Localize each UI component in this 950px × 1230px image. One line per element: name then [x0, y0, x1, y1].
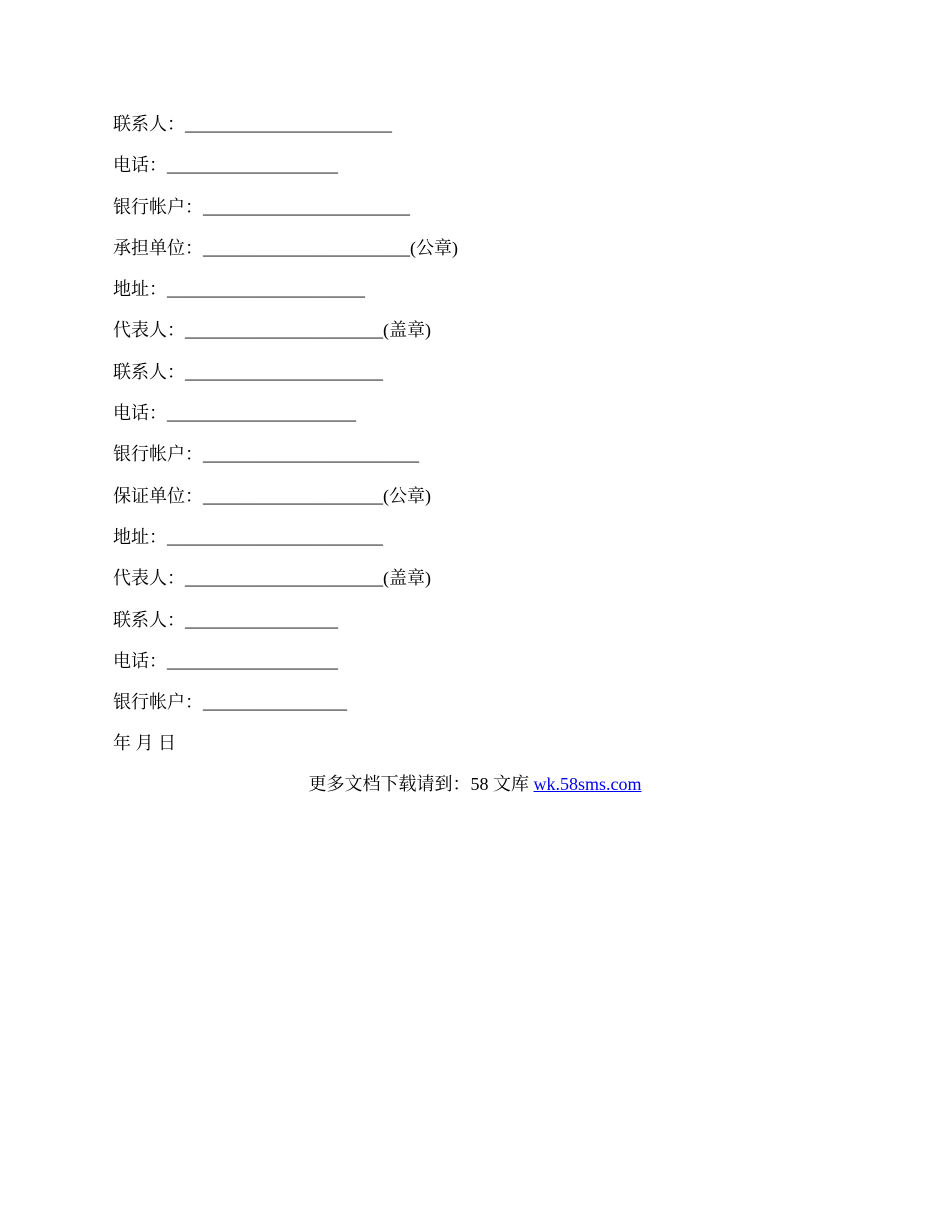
undertaking-unit-line: [113, 234, 833, 275]
line-label: 联系人：: [113, 114, 185, 134]
fill-in-blank: _______________________: [203, 237, 410, 258]
line-label: 银行帐户：: [113, 196, 203, 217]
representative-line-2: [113, 564, 833, 605]
date-label: 年 月 日: [113, 733, 176, 754]
line-label: 代表人：: [113, 320, 185, 341]
bank-account-line-2: [113, 440, 833, 481]
line-label: 银行帐户：: [113, 444, 203, 465]
download-site-link[interactable]: wk.58sms.com: [533, 774, 642, 794]
line-label: 保证单位：: [113, 485, 203, 506]
fill-in-blank: ______________________: [167, 279, 365, 300]
download-footer: [0, 770, 950, 798]
stamp-note: (盖章): [383, 320, 431, 341]
address-line-1: [113, 275, 833, 316]
fill-in-blank: ______________________: [185, 320, 383, 341]
phone-line-1: [113, 151, 833, 192]
phone-line-3: [113, 647, 833, 688]
fill-in-blank: _______________________: [203, 196, 410, 217]
line-label: 承担单位：: [113, 237, 203, 258]
fill-in-blank: ___________________: [167, 155, 338, 176]
fill-in-blank: ______________________: [185, 568, 383, 589]
stamp-note: (盖章): [383, 568, 431, 589]
contact-person-line-3: [113, 606, 833, 647]
signature-block: [113, 110, 833, 771]
address-line-2: [113, 523, 833, 564]
line-label: 代表人：: [113, 568, 185, 589]
line-label: 联系人：: [113, 361, 185, 382]
line-label: 电话：: [113, 403, 167, 424]
fill-in-blank: ________________________: [167, 526, 383, 547]
contact-person-line-1: [113, 110, 833, 151]
fill-in-blank: _________________: [185, 609, 338, 630]
contact-person-line-2: [113, 358, 833, 399]
line-label: 银行帐户：: [113, 692, 203, 713]
line-label: 地址：: [113, 526, 167, 547]
line-label: 地址：: [113, 279, 167, 300]
footer-text: 更多文档下载请到：58 文库: [308, 774, 534, 794]
line-label: 电话：: [113, 650, 167, 671]
representative-line-1: [113, 316, 833, 357]
guarantor-unit-line: [113, 482, 833, 523]
line-label: 电话：: [113, 155, 167, 176]
fill-in-blank: ____________________: [203, 485, 383, 506]
bank-account-line-1: [113, 193, 833, 234]
phone-line-2: [113, 399, 833, 440]
fill-in-blank: _____________________: [167, 403, 356, 424]
fill-in-blank: ________________________: [203, 444, 419, 465]
date-line: [113, 729, 833, 770]
bank-account-line-3: [113, 688, 833, 729]
line-label: 联系人：: [113, 609, 185, 630]
fill-in-blank: ___________________: [167, 650, 338, 671]
fill-in-blank: ________________: [203, 692, 347, 713]
fill-in-blank: _______________________: [185, 114, 392, 134]
official-seal-note: (公章): [410, 237, 458, 258]
official-seal-note: (公章): [383, 485, 431, 506]
fill-in-blank: ______________________: [185, 361, 383, 382]
